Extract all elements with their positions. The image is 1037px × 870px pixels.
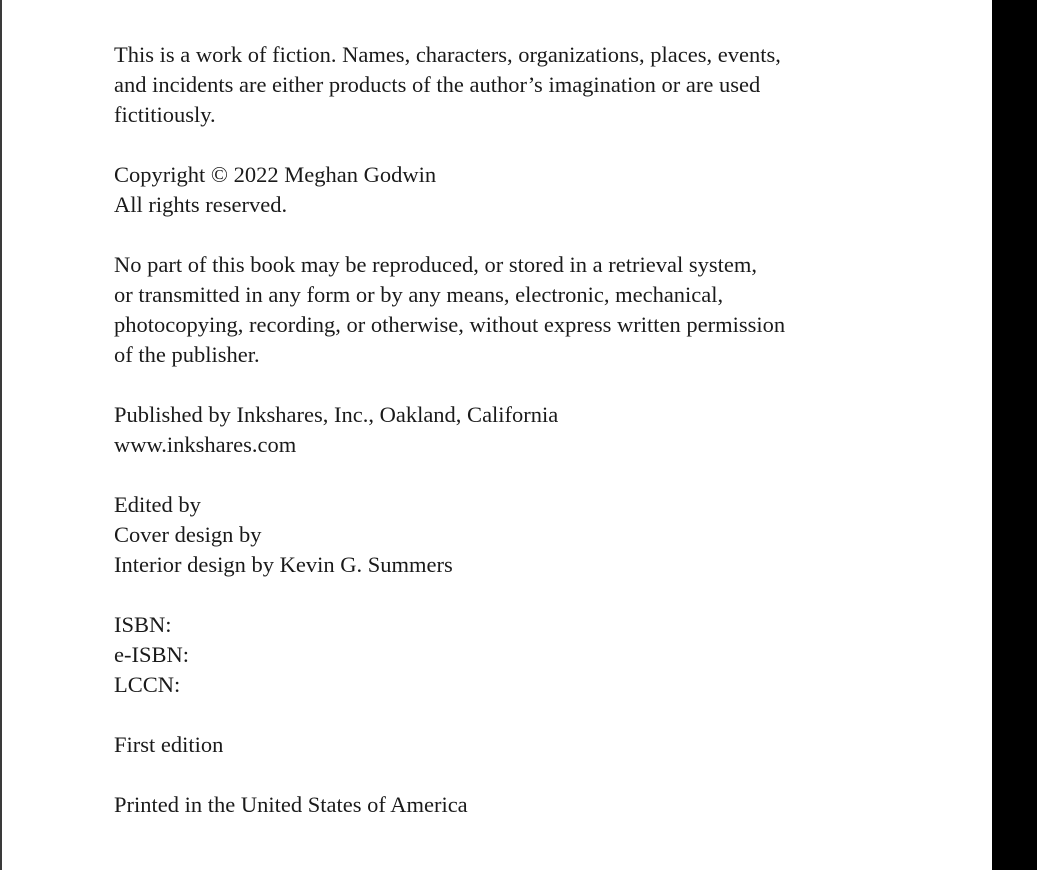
reproduction-notice-line: photocopying, recording, or otherwise, without express written permission xyxy=(114,312,786,337)
isbn-line: ISBN: xyxy=(114,612,172,637)
reproduction-notice-line: of the publisher. xyxy=(114,342,260,367)
fiction-notice-line: fictitiously. xyxy=(114,102,216,127)
viewer-side-bar xyxy=(992,0,1037,870)
identifiers xyxy=(114,610,854,700)
editor-credit: Edited by xyxy=(114,492,201,517)
rights-reserved-line: All rights reserved. xyxy=(114,192,288,217)
edition-line: First edition xyxy=(114,732,224,757)
credits xyxy=(114,490,854,580)
fiction-notice-line: This is a work of fiction. Names, characters, organizations, places, events, xyxy=(114,42,781,67)
printed-location xyxy=(114,790,854,820)
printed-line: Printed in the United States of America xyxy=(114,792,468,817)
publisher-website: www.inkshares.com xyxy=(114,432,297,457)
cover-design-credit: Cover design by xyxy=(114,522,262,547)
copyright-page xyxy=(114,40,854,850)
reproduction-notice-line: No part of this book may be reproduced, or stored in a retrieval system, xyxy=(114,252,757,277)
reproduction-notice-line: or transmitted in any form or by any means, electronic, mechanical, xyxy=(114,282,724,307)
copyright-line: Copyright © 2022 Meghan Godwin xyxy=(114,162,437,187)
lccn-line: LCCN: xyxy=(114,672,181,697)
edition xyxy=(114,730,854,760)
fiction-notice-line: and incidents are either products of the author’s imagination or are used xyxy=(114,72,761,97)
reproduction-notice xyxy=(114,250,854,370)
eisbn-line: e-ISBN: xyxy=(114,642,189,667)
page-left-border xyxy=(0,0,2,870)
publisher-line: Published by Inkshares, Inc., Oakland, California xyxy=(114,402,559,427)
fiction-notice xyxy=(114,40,854,130)
interior-design-credit: Interior design by Kevin G. Summers xyxy=(114,552,453,577)
publisher-info xyxy=(114,400,854,460)
copyright-statement xyxy=(114,160,854,220)
